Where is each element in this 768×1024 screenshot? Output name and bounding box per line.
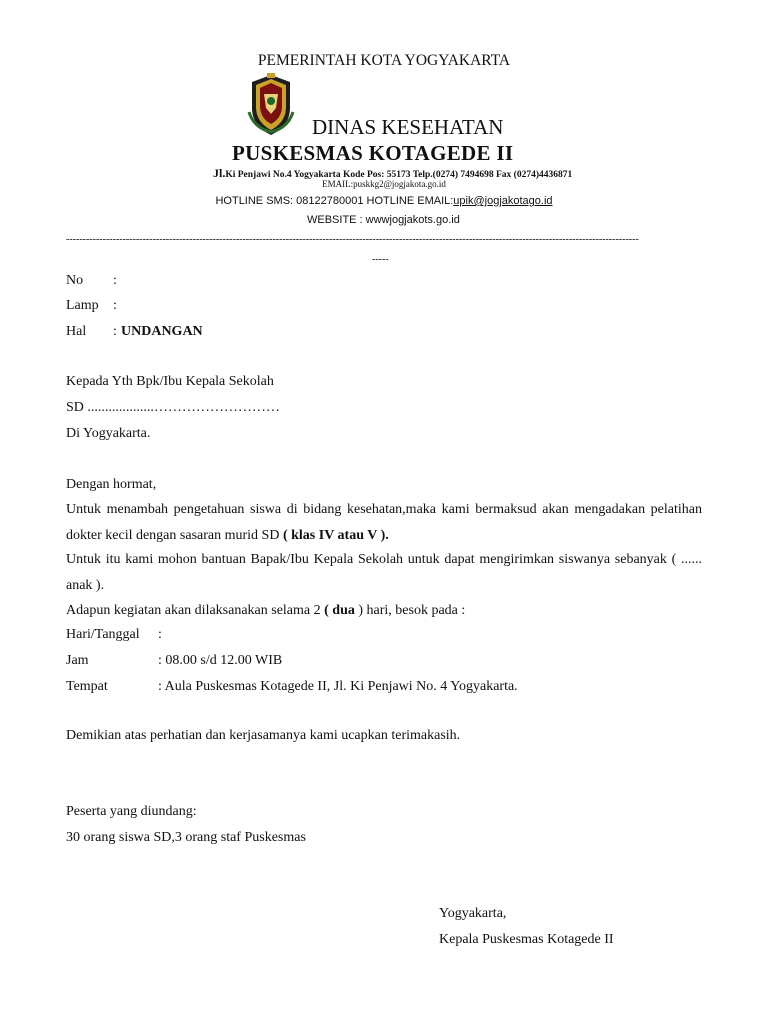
recipient-line-3: Di Yogyakarta. <box>66 426 151 441</box>
paragraph-1 <box>66 497 702 549</box>
agency-name: DINAS KESEHATAN <box>312 115 504 139</box>
recipient-line-1: Kepada Yth Bpk/Ibu Kepala Sekolah <box>66 374 274 389</box>
subject-value: UNDANGAN <box>121 324 203 339</box>
paragraph-1-text: Untuk menambah pengetahuan siswa di bidang kesehatan,maka kami bermaksud akan mengadakan pelatihan dokter kecil dengan sasaran murid SD <box>66 502 702 543</box>
hal-colon: : <box>113 324 117 339</box>
no-value: : <box>113 273 117 288</box>
signature-title: Kepala Puskesmas Kotagede II <box>439 932 614 947</box>
signature-place: Yogyakarta, <box>439 906 507 921</box>
time-label: Jam <box>66 653 89 668</box>
paragraph-3-tail: ) hari, besok pada : <box>354 603 466 618</box>
separator-line: ---------------------------------------------------------------------------------------------------------------------------------------------------------------------------- <box>66 234 639 245</box>
paragraph-2: Untuk itu kami mohon bantuan Bapak/Ibu Kepala Sekolah untuk dapat mengirimkan siswanya sebanyak ( ...... anak ). <box>66 552 702 593</box>
recipient-line-2: SD ...................……………………… <box>66 400 280 415</box>
no-label: No <box>66 273 84 288</box>
address-prefix: Jl. <box>213 166 226 180</box>
participants-list: 30 orang siswa SD,3 orang staf Puskesmas <box>66 830 306 845</box>
city-emblem-logo <box>246 72 296 138</box>
address-text: Ki Penjawi No.4 Yogyakarta Kode Pos: 55173 Telp.(0274) 7494698 Fax (0274)4436871 <box>225 170 573 180</box>
hotline-line <box>0 195 768 207</box>
lamp-value: : <box>113 298 117 313</box>
date-value: : <box>158 627 162 642</box>
place-label: Tempat <box>66 679 108 694</box>
lamp-label: Lamp <box>66 298 99 313</box>
paragraph-3 <box>66 603 465 619</box>
website-line: WEBSITE : wwwjogjakots.go.id <box>307 214 460 226</box>
hal-label: Hal <box>66 324 87 339</box>
greeting: Dengan hormat, <box>66 477 157 492</box>
hotline-email-link[interactable]: upik@jogjakotago.id <box>453 195 553 207</box>
time-value: : 08.00 s/d 12.00 WIB <box>158 653 283 668</box>
email-line: EMAIL:puskkg2@jogjakota.go.id <box>322 179 446 189</box>
paragraph-3-text: Adapun kegiatan akan dilaksanakan selama 2 <box>66 603 325 618</box>
place-value: : Aula Puskesmas Kotagede II, Jl. Ki Penjawi No. 4 Yogyakarta. <box>158 679 518 694</box>
separator-line-tail: ----- <box>372 254 389 265</box>
government-name: PEMERINTAH KOTA YOGYAKARTA <box>257 52 511 69</box>
institution-name: PUSKESMAS KOTAGEDE II <box>232 141 514 165</box>
participants-label: Peserta yang diundang: <box>66 804 197 819</box>
date-label: Hari/Tanggal <box>66 627 140 642</box>
paragraph-3-bold: ( dua <box>324 603 355 618</box>
closing-statement: Demikian atas perhatian dan kerjasamanya kami ucapkan terimakasih. <box>66 728 461 743</box>
paragraph-1-bold: ( klas IV atau V ). <box>282 528 389 543</box>
hotline-text: HOTLINE SMS: 08122780001 HOTLINE EMAIL: <box>215 195 454 207</box>
